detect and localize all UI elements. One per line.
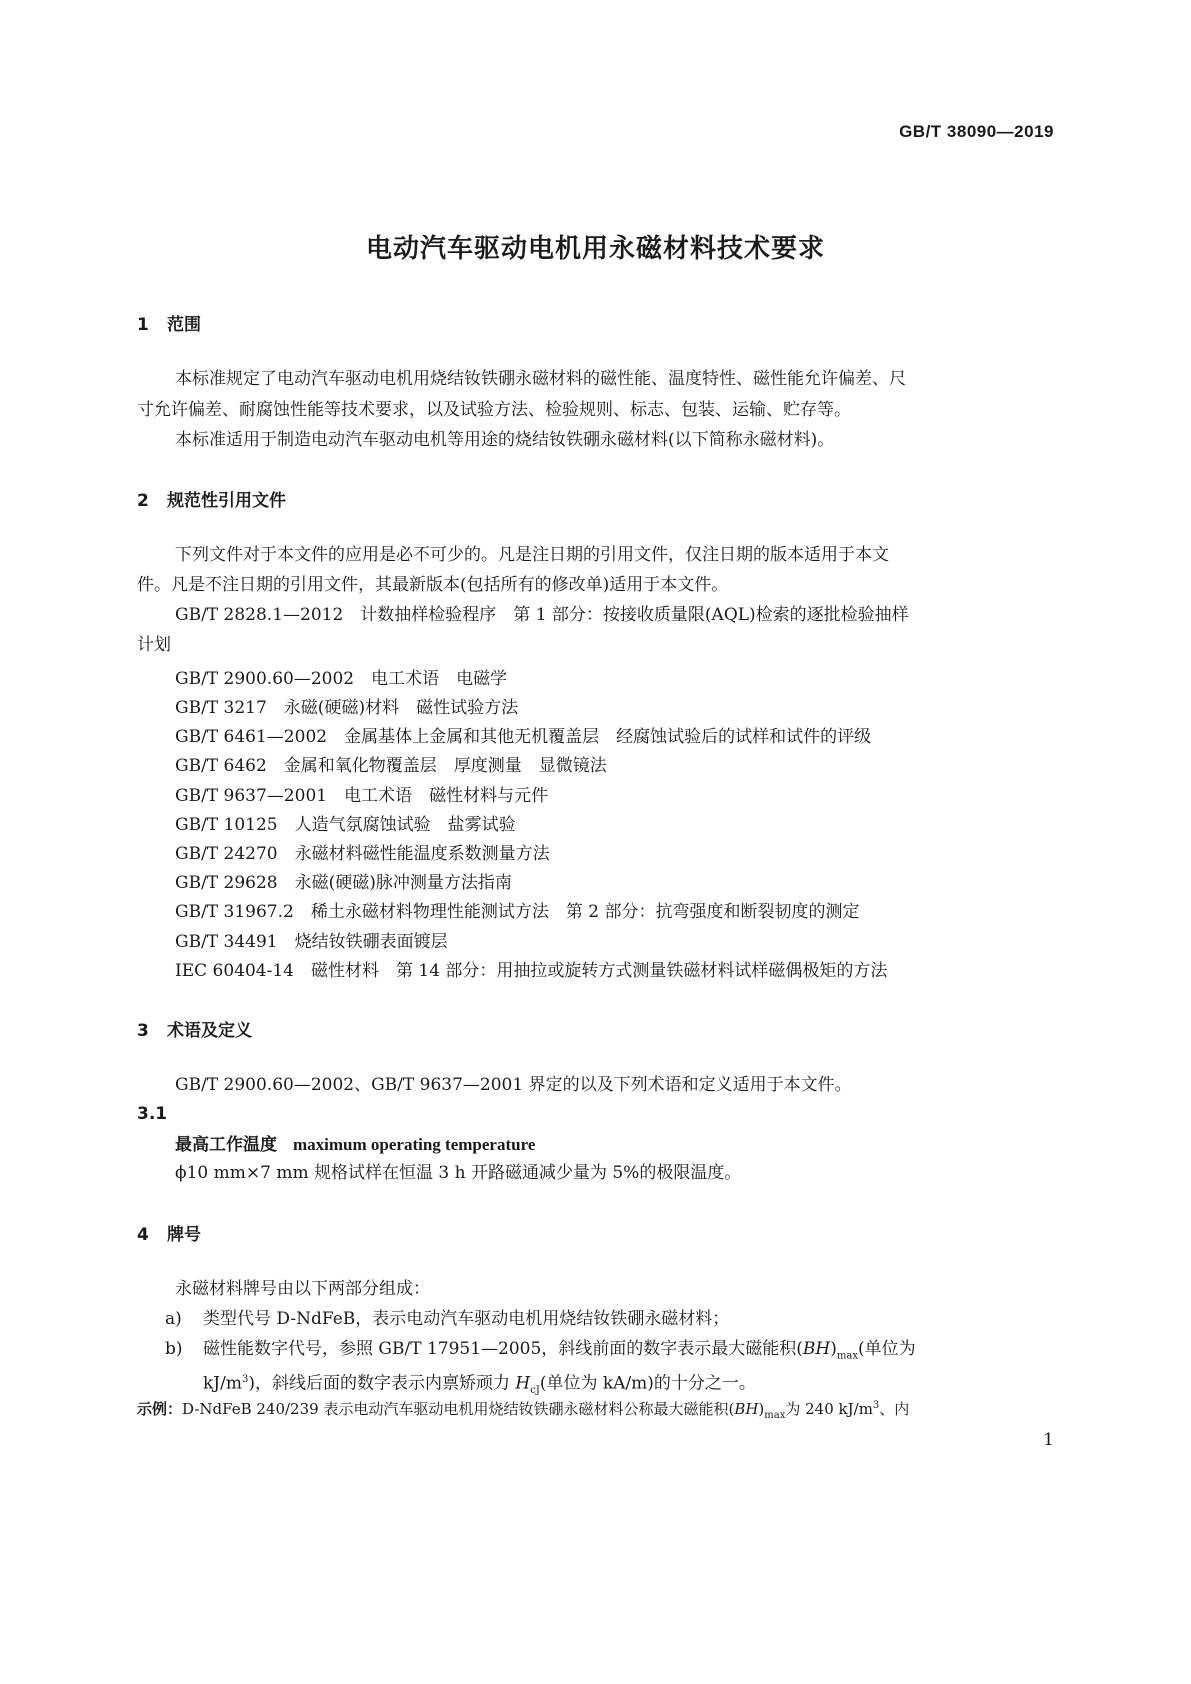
section-2-heading [137, 486, 286, 511]
reference-item: GB/T 9637—2001 电工术语 磁性材料与元件 [175, 786, 549, 806]
example-label: 示例： [137, 1400, 183, 1418]
term-chinese: 最高工作温度 [175, 1135, 277, 1155]
term-number: 3.1 [137, 1104, 168, 1124]
list-text: 类型代号 D-NdFeB，表示电动汽车驱动电机用烧结钕铁硼永磁材料； [203, 1309, 730, 1329]
reference-item: GB/T 6461—2002 金属基体上金属和其他无机覆盖层 经腐蚀试验后的试样和试件的评级 [175, 727, 872, 747]
term-definition [137, 1158, 1055, 1189]
list-item-a [165, 1304, 1055, 1335]
reference-item: GB/T 2900.60—2002 电工术语 电磁学 [175, 669, 508, 689]
section-number: 1 [137, 315, 149, 335]
term-english: maximum operating temperature [293, 1135, 536, 1154]
section-title: 范围 [167, 315, 201, 335]
section-title: 术语及定义 [167, 1021, 252, 1041]
reference-item: GB/T 3217 永磁(硬磁)材料 磁性试验方法 [175, 698, 519, 718]
reference-item: GB/T 31967.2 稀土永磁材料物理性能测试方法 第 2 部分：抗弯强度和断裂韧度的测定 [175, 902, 860, 922]
section-1-paragraph-1 [137, 364, 1055, 395]
section-4-heading [137, 1220, 201, 1245]
section-1-paragraph-1-cont [137, 395, 1055, 426]
reference-item: GB/T 6462 金属和氧化物覆盖层 厚度测量 显微镜法 [175, 756, 607, 776]
list-item-b [165, 1334, 1055, 1365]
list-text: $kJ/m^3$)，斜线后面的数字表示内禀矫顽力 $H_{cJ}$(单位为 kA/m)的十分之一。 [203, 1373, 756, 1397]
reference-item: GB/T 29628 永磁(硬磁)脉冲测量方法指南 [175, 873, 512, 893]
section-1-paragraph-2 [137, 425, 1055, 456]
page-number: 1 [1043, 1430, 1054, 1450]
text-line: GB/T 2828.1—2012 计数抽样检验程序 第 1 部分：按接收质量限(AQL)检索的逐批检验抽样 [175, 605, 909, 625]
list-marker: b) [165, 1339, 183, 1359]
reference-item-cont [137, 630, 1055, 661]
standard-number: GB/T 38090—2019 [899, 122, 1054, 141]
reference-item: GB/T 10125 人造气氛腐蚀试验 盐雾试验 [175, 815, 516, 835]
section-2-intro [137, 540, 1055, 571]
section-number: 2 [137, 491, 149, 511]
section-2-intro-cont [137, 570, 1055, 601]
section-3-intro [137, 1070, 1055, 1101]
text-line: 件。凡是不注日期的引用文件，其最新版本(包括所有的修改单)适用于本文件。 [137, 575, 729, 595]
section-number: 3 [137, 1021, 149, 1041]
text-line: 下列文件对于本文件的应用是必不可少的。凡是注日期的引用文件，仅注日期的版本适用于本文 [175, 545, 889, 565]
section-title: 牌号 [167, 1225, 201, 1245]
section-number: 4 [137, 1225, 149, 1245]
section-title: 规范性引用文件 [167, 491, 286, 511]
section-4-intro [137, 1274, 1055, 1305]
text-line: 寸允许偏差、耐腐蚀性能等技术要求，以及试验方法、检验规则、标志、包装、运输、贮存等。 [137, 400, 851, 420]
text-line: ϕ10 mm×7 mm 规格试样在恒温 3 h 开路磁通减少量为 5%的极限温度。 [175, 1163, 742, 1183]
reference-item: GB/T 34491 烧结钕铁硼表面镀层 [175, 932, 448, 952]
section-1-heading [137, 310, 201, 335]
example-note: 示例：D-NdFeB 240/239 表示电动汽车驱动电机用烧结钕铁硼永磁材料公称最大磁能积$(BH)_{max}$为 240 $kJ/m^3$、内 [137, 1400, 910, 1421]
text-line: 计划 [137, 635, 171, 655]
reference-item [137, 600, 1055, 631]
document-title: 电动汽车驱动电机用永磁材料技术要求 [365, 234, 825, 264]
term-entry [175, 1129, 1055, 1161]
section-3-heading [137, 1016, 252, 1041]
reference-item: IEC 60404-14 磁性材料 第 14 部分：用抽拉或旋转方式测量铁磁材料试样磁偶极矩的方法 [175, 961, 888, 981]
text-line: 本标准适用于制造电动汽车驱动电机等用途的烧结钕铁硼永磁材料(以下简称永磁材料)。 [175, 430, 835, 450]
text-line: 永磁材料牌号由以下两部分组成： [175, 1279, 430, 1299]
text-line: 本标准规定了电动汽车驱动电机用烧结钕铁硼永磁材料的磁性能、温度特性、磁性能允许偏差、尺 [175, 369, 906, 389]
text-line: GB/T 2900.60—2002、GB/T 9637—2001 界定的以及下列术语和定义适用于本文件。 [175, 1075, 852, 1095]
list-marker: a) [165, 1309, 182, 1329]
list-text: 磁性能数字代号，参照 GB/T 17951—2005，斜线前面的数字表示最大磁能积$(BH)_{max}$(单位为 [203, 1339, 916, 1362]
reference-item: GB/T 24270 永磁材料磁性能温度系数测量方法 [175, 844, 550, 864]
